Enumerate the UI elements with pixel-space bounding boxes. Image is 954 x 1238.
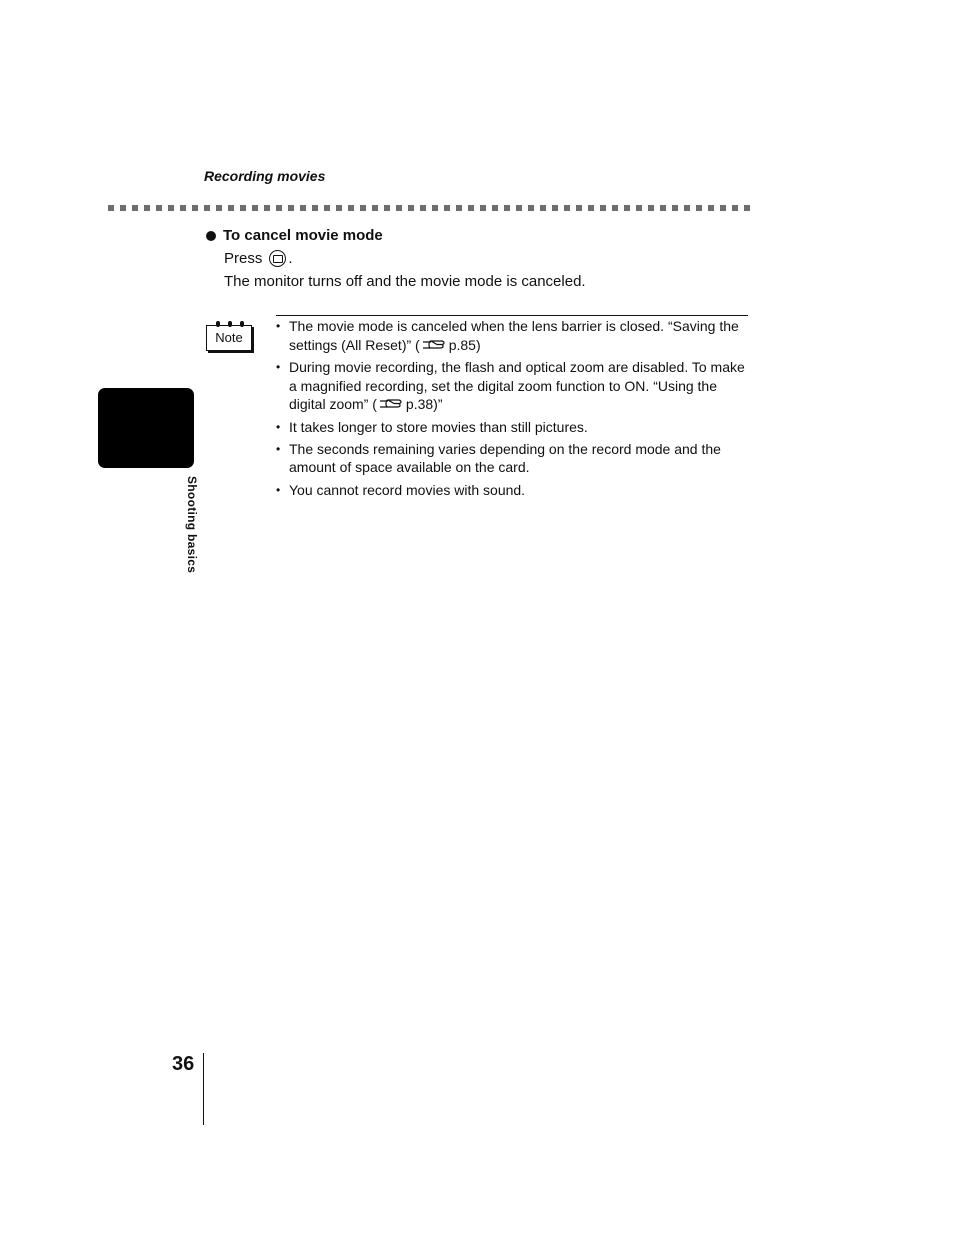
page-number: 36 [172, 1053, 195, 1075]
note-item: • The movie mode is canceled when the lens barrier is closed. “Saving the settings (All Reset)” ( p.85) [276, 317, 750, 354]
note-rings [216, 321, 244, 327]
note-divider [276, 315, 748, 316]
press-suffix: . [288, 250, 293, 267]
chapter-label: Shooting basics [185, 476, 199, 574]
note-item: • It takes longer to store movies than still pictures. [276, 418, 750, 437]
press-label: Press [224, 250, 263, 267]
chapter-tab [98, 388, 194, 468]
section-header: Recording movies [204, 168, 326, 184]
movie-button-icon [269, 250, 286, 267]
note-item: • You cannot record movies with sound. [276, 481, 750, 500]
page-number-rule [203, 1053, 204, 1125]
step-heading-text: To cancel movie mode [223, 227, 383, 244]
dotted-divider [108, 205, 756, 211]
press-instruction [224, 250, 293, 267]
note-list [276, 317, 750, 503]
note-item: • The seconds remaining varies depending on the record mode and the amount of space available on the card. [276, 440, 750, 477]
note-label: Note [215, 330, 243, 345]
result-text: The monitor turns off and the movie mode is canceled. [224, 273, 586, 290]
bullet-icon [206, 231, 216, 241]
note-icon [206, 325, 252, 351]
pointing-hand-icon [422, 339, 446, 351]
note-item: • During movie recording, the flash and optical zoom are disabled. To make a magnified recording, set the digital zoom function to ON. “Using the digital zoom” ( p.38)” [276, 358, 750, 414]
pointing-hand-icon [379, 398, 403, 410]
step-heading [206, 227, 383, 244]
